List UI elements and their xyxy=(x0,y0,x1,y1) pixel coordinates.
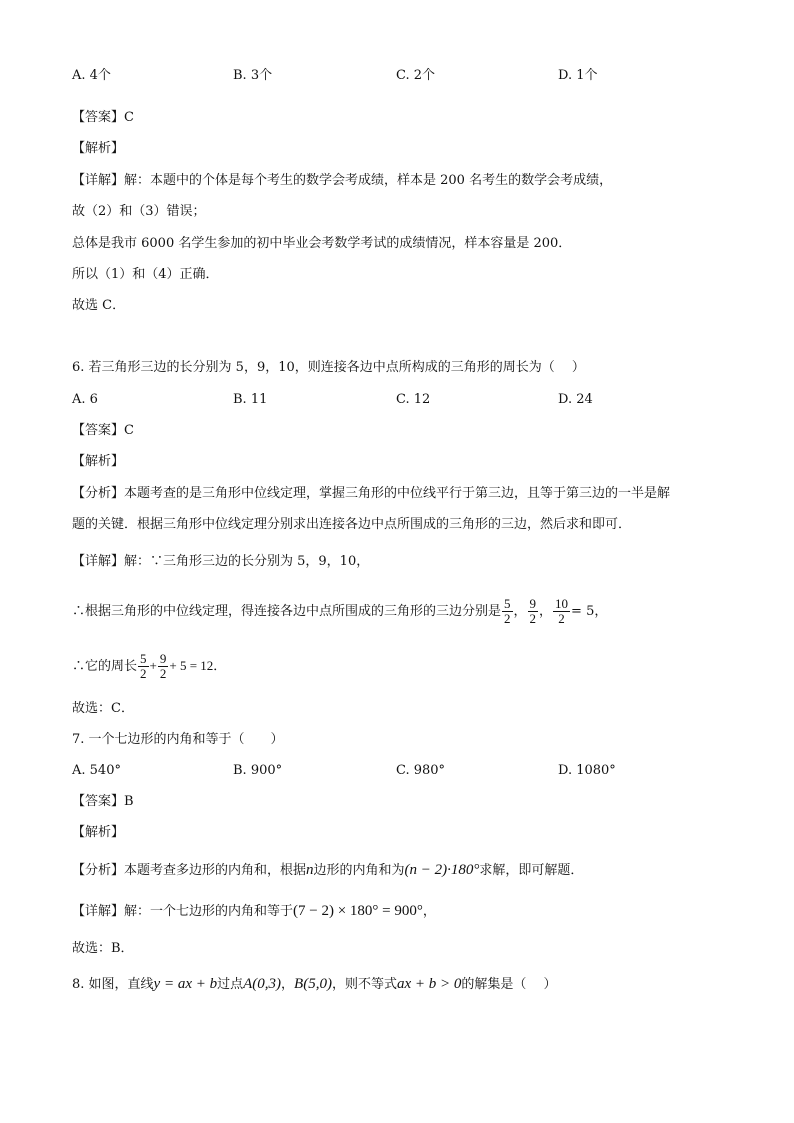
inequality: ax + b > 0 xyxy=(396,976,462,992)
fraction-numerator: 10 xyxy=(555,596,569,611)
detail-text: ， xyxy=(422,904,436,919)
perimeter-sum: + 5 = 12 xyxy=(169,658,214,673)
fraction-denominator: 2 xyxy=(140,666,147,681)
fraction-9-over-2 xyxy=(528,597,539,626)
q5-option-b: B. 3个 xyxy=(233,68,273,83)
detail-text: 【详解】解：一个七边形的内角和等于 xyxy=(72,904,294,919)
stem-text: 的解集是（ ） xyxy=(461,977,557,992)
fraction-numerator: 5 xyxy=(140,651,147,666)
q5-detail-line: 【详解】解：本题中的个体是每个考生的数学会考成绩，样本是 200 名考生的数学会考成绩， xyxy=(72,173,613,188)
analysis-text: 求解，即可解题． xyxy=(479,863,584,878)
point-b: B(5,0) xyxy=(294,976,332,992)
q6-option-c: C. 12 xyxy=(396,392,431,407)
separator: ， xyxy=(513,604,527,619)
q6-analysis-line: 题的关键．根据三角形中位线定理分别求出连接各边中点所围成的三角形的三边，然后求和即可． xyxy=(72,517,632,532)
fraction-numerator: 5 xyxy=(504,596,511,611)
q7-option-a: A. 540° xyxy=(72,763,121,778)
fraction-10-over-2 xyxy=(553,597,570,626)
q5-option-a: A. 4个 xyxy=(72,68,111,83)
q6-perimeter-line xyxy=(72,652,226,681)
q5-detail-line: 总体是我市 6000 名学生参加的初中毕业会考数学考试的成绩情况，样本容量是 200． xyxy=(72,236,572,251)
q6-option-b: B. 11 xyxy=(233,392,268,407)
q5-analysis-heading: 【解析】 xyxy=(72,141,125,156)
analysis-text: 边形的内角和为 xyxy=(313,863,405,878)
plus-sign: + xyxy=(149,658,157,673)
q7-choose: 故选：B． xyxy=(72,941,134,956)
interior-angle-formula: (n − 2)·180° xyxy=(404,862,480,878)
fraction-5-over-2 xyxy=(502,597,513,626)
q7-option-d: D. 1080° xyxy=(558,763,616,778)
q5-detail-line: 故（2）和（3）错误； xyxy=(72,204,206,219)
q6-option-a: A. 6 xyxy=(72,392,98,407)
stem-text: 过点 xyxy=(217,977,244,992)
q5-detail-line: 故选 C． xyxy=(72,298,126,313)
stem-text: ，则不等式 xyxy=(331,977,397,992)
q7-analysis-heading: 【解析】 xyxy=(72,825,125,840)
line-equation: y = ax + b xyxy=(153,976,218,992)
q7-analysis-line xyxy=(72,861,583,880)
fraction-denominator: 2 xyxy=(529,611,537,626)
q5-detail-line: 所以（1）和（4）正确． xyxy=(72,267,219,282)
perimeter-label: ∴它的周长 xyxy=(72,659,138,674)
variable-n: n xyxy=(306,862,314,878)
q7-option-c: C. 980° xyxy=(396,763,446,778)
fraction-numerator: 9 xyxy=(159,651,167,666)
period: ． xyxy=(213,659,227,674)
stem-text: 8. 如图，直线 xyxy=(72,977,154,992)
q6-choose: 故选：C． xyxy=(72,701,134,716)
q7-option-b: B. 900° xyxy=(233,763,283,778)
stem-text: ， xyxy=(281,977,295,992)
detail-equals: = 5， xyxy=(571,604,608,619)
fraction-denominator: 2 xyxy=(504,611,511,626)
q7-detail-line xyxy=(72,902,436,921)
q6-detail-line: 【详解】解：∵三角形三边的长分别为 5，9，10， xyxy=(72,554,370,569)
q6-analysis-line: 【分析】本题考查的是三角形中位线定理，掌握三角形的中位线平行于第三边，且等于第三边的一半是解 xyxy=(72,486,671,501)
q5-option-d: D. 1个 xyxy=(558,68,598,83)
fraction-5-over-2 xyxy=(138,652,149,681)
q6-stem: 6. 若三角形三边的长分别为 5，9，10，则连接各边中点所构成的三角形的周长为（ ） xyxy=(72,360,585,375)
separator: ， xyxy=(539,604,553,619)
fraction-numerator: 9 xyxy=(529,596,537,611)
q6-detail-text: ∴根据三角形的中位线定理，得连接各边中点所围成的三角形的三边分别是 xyxy=(72,604,502,619)
fraction-9-over-2 xyxy=(158,652,169,681)
analysis-text: 【分析】本题考查多边形的内角和，根据 xyxy=(72,863,307,878)
point-a: A(0,3) xyxy=(243,976,282,992)
q5-option-c: C. 2个 xyxy=(396,68,436,83)
fraction-denominator: 2 xyxy=(159,666,167,681)
q5-answer: 【答案】C xyxy=(72,110,134,125)
fraction-denominator: 2 xyxy=(558,611,565,626)
q8-stem xyxy=(72,975,557,994)
q6-option-d: D. 24 xyxy=(558,392,593,407)
q6-analysis-heading: 【解析】 xyxy=(72,454,125,469)
q6-detail-line xyxy=(72,597,607,626)
heptagon-calculation: (7 − 2) × 180° = 900° xyxy=(293,903,423,919)
q7-answer: 【答案】B xyxy=(72,794,134,809)
q7-stem: 7. 一个七边形的内角和等于（ ） xyxy=(72,732,284,747)
q6-answer: 【答案】C xyxy=(72,423,134,438)
